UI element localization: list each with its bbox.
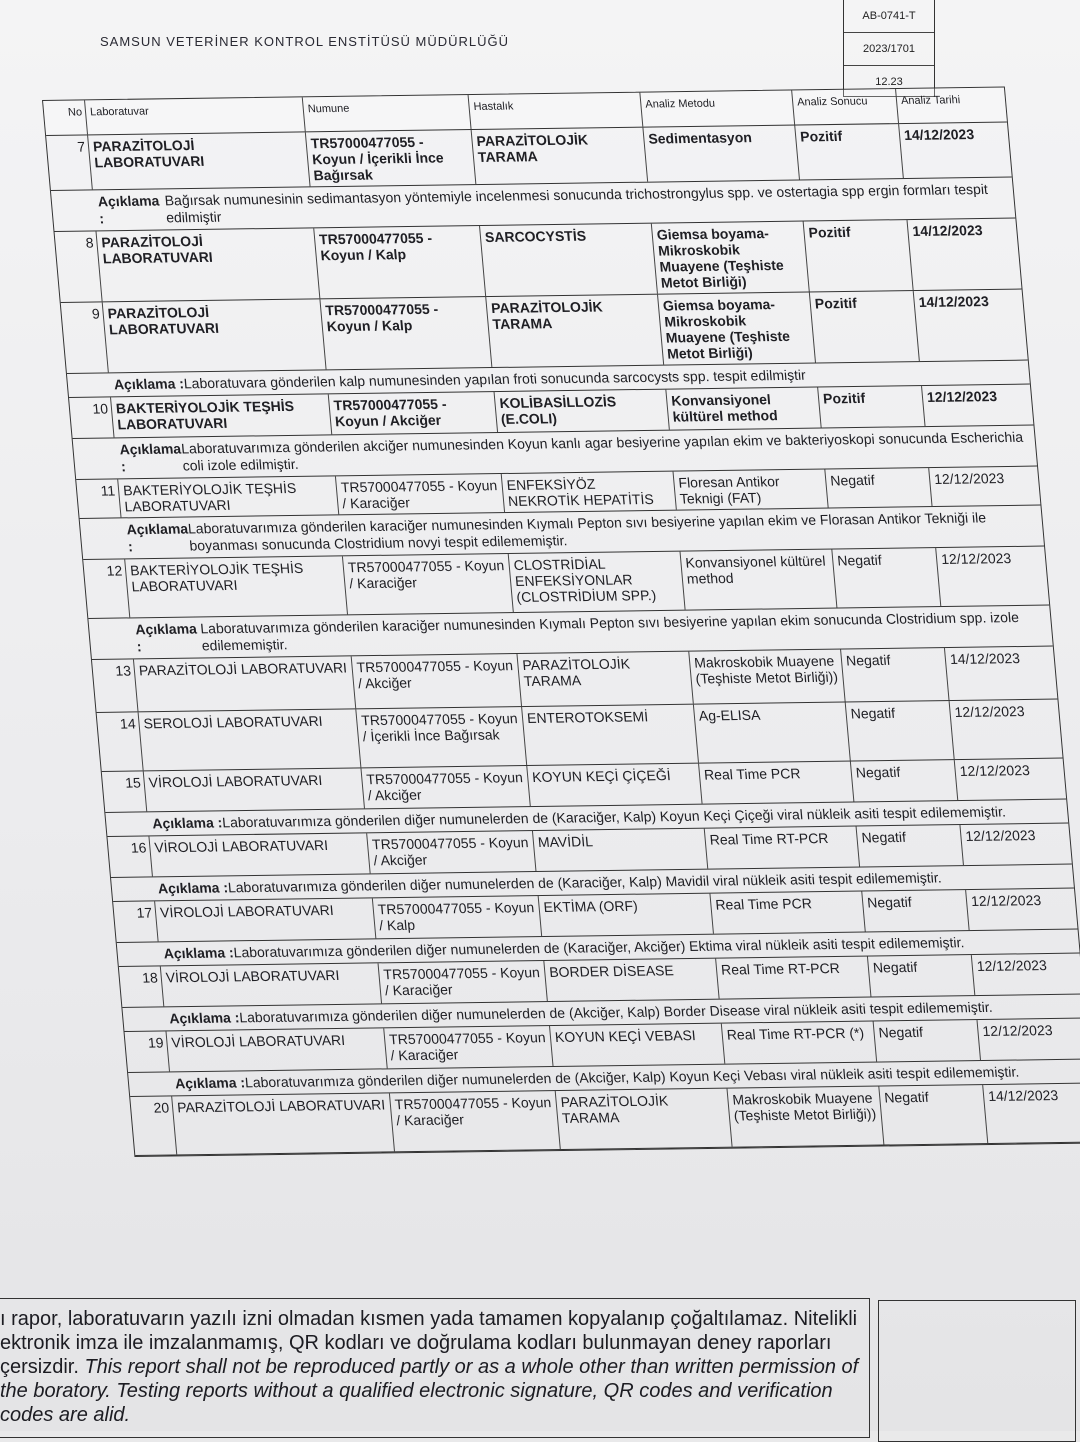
explanation-text: Laboratuvarımıza gönderilen karaciğer numunesinden Kıymalı Pepton sıvı besiyerine yapılan ekim sonucunda Clostridium spp. izole edilememiştir. <box>199 608 1020 654</box>
row-sample: TR57000477055 - Koyun / Akciğer <box>329 392 498 434</box>
row-sample: TR57000477055 - Koyun / Karaciğer <box>379 961 548 1003</box>
row-result: Negatif <box>832 548 941 607</box>
row-laboratory: BAKTERİYOLOJİK TEŞHİS LABORATUVARI <box>118 476 339 517</box>
row-result: Negatif <box>879 1085 988 1144</box>
table-row <box>61 290 1028 374</box>
row-laboratory: PARAZİTOLOJİ LABORATUVARI <box>103 299 327 372</box>
row-disease: EKTİMA (ORF) <box>539 894 714 936</box>
row-disease: SARCOCYSTİS <box>480 224 658 296</box>
row-sample: TR57000477055 - Koyun / İçerikli İnce Bağırsak <box>356 707 527 767</box>
row-disease: MAVİDİL <box>533 829 708 871</box>
row-date: 12/12/2023 <box>976 957 1048 975</box>
explanation-text: Laboratuvarımıza gönderilen akciğer numunesinden Koyun kanlı agar besiyerine yapılan ekim ve bakteriyoskopi sonucunda Escherichia coli izole edilmiştir. <box>180 428 1024 474</box>
row-sample: TR57000477055 - Koyun / Kalp <box>314 226 486 298</box>
row-laboratory: VİROLOJİ LABORATUVARI <box>149 833 370 876</box>
explanation-text: Laboratuvarımıza gönderilen diğer numunelerden de (Karaciğer, Akciğer) Ektima viral nükleik asiti tespit edilememiştir. <box>232 934 965 961</box>
row-number: 15 <box>102 771 147 812</box>
row-result: Negatif <box>841 648 949 701</box>
row-laboratory: BAKTERİYOLOJİK TEŞHİS LABORATUVARI <box>125 556 348 617</box>
header-method: Analiz Metodu <box>640 91 795 127</box>
explanation-label: Açıklama : <box>151 814 223 832</box>
row-method: Konvansiyonel kültürel method <box>681 550 838 610</box>
row-method: Real Time RT-PCR <box>705 827 860 869</box>
report-period: 12.23 <box>875 76 903 88</box>
row-date: 14/12/2023 <box>903 126 975 144</box>
row-number: 16 <box>107 836 152 877</box>
table-row <box>55 219 1022 303</box>
disclaimer-english: This report shall not be reproduced partly or as a whole other than written permission of the boratory. Testing reports without a qualified electronic signature, QR codes and verification codes are alid. <box>0 1356 859 1426</box>
row-method: Real Time PCR <box>710 892 865 934</box>
row-disease: PARAZİTOLOJİK TARAMA <box>556 1089 733 1149</box>
row-date: 12/12/2023 <box>959 762 1031 780</box>
row-result: Pozitif <box>818 386 925 427</box>
form-code: AB-0741-T <box>844 0 934 33</box>
table-body <box>46 123 1080 1156</box>
table-row <box>130 1084 1080 1156</box>
row-laboratory: BAKTERİYOLOJİK TEŞHİS LABORATUVARI <box>111 394 332 437</box>
explanation-text: Laboratuvarımıza gönderilen diğer numunelerden de (Akciğer, Kalp) Koyun Keçi Vebası viral nükleik asiti tespit edilememiştir. <box>244 1063 1020 1091</box>
row-method: Real Time PCR <box>699 762 854 804</box>
explanation-label: Açıklama : <box>134 620 198 655</box>
row-result: Negatif <box>868 955 975 996</box>
row-method: Makroskobik Muayene (Teşhiste Metot Birliği)) <box>727 1087 884 1147</box>
row-sample: TR57000477055 - Koyun / Karaciğer <box>384 1026 553 1068</box>
row-number: 14 <box>97 712 144 771</box>
row-laboratory: VİROLOJİ LABORATUVARI <box>161 963 382 1006</box>
row-date: 12/12/2023 <box>964 827 1037 845</box>
row-date: 14/12/2023 <box>911 222 984 240</box>
explanation-label: Açıklama : <box>157 879 229 897</box>
explanation-text: Laboratuvarımıza gönderilen diğer numunelerden de (Akciğer, Kalp) Border Disease viral nükleik asiti tespit edilememiştir. <box>238 998 994 1026</box>
disclaimer-box <box>0 1298 870 1438</box>
row-laboratory: VİROLOJİ LABORATUVARI <box>155 898 376 941</box>
row-date: 14/12/2023 <box>987 1087 1059 1105</box>
row-disease: KOYUN KEÇİ VEBASI <box>550 1024 725 1066</box>
row-result: Pozitif <box>810 291 920 362</box>
disclaimer-turkish: ı rapor, laboratuvarın yazılı izni olmadan kısmen yada tamamen kopyalanıp çoğaltılamaz. Nitelikli ektronik imza ile imzalanmamış, QR kodları ve doğrulama kodları bulunmayan deney raporları çersizdir. <box>0 1308 858 1378</box>
row-method: Giemsa boyama-Mikroskobik Muayene (Teşhiste Metot Birliği) <box>658 293 816 365</box>
row-date: 14/12/2023 <box>949 650 1021 668</box>
row-laboratory: VİROLOJİ LABORATUVARI <box>166 1028 387 1071</box>
row-method: Konvansiyonel kültürel method <box>666 388 821 430</box>
row-method: Floresan Antikor Teknigi (FAT) <box>674 470 829 510</box>
row-number: 20 <box>130 1096 177 1155</box>
row-sample: TR57000477055 - Koyun / Akciğer <box>361 766 530 808</box>
row-result: Negatif <box>846 701 955 760</box>
explanation-label: Açıklama : <box>162 944 235 962</box>
row-result: Negatif <box>862 890 969 931</box>
row-number: 11 <box>76 479 121 518</box>
row-disease: PARAZİTOLOJİK TARAMA <box>517 652 693 706</box>
row-disease: BORDER DİSEASE <box>544 959 719 1001</box>
explanation-label: Açıklama : <box>97 192 160 227</box>
header-disease: Hastalık <box>469 93 644 129</box>
row-method: Real Time RT-PCR (*) <box>722 1022 877 1064</box>
row-laboratory: PARAZİTOLOJİ LABORATUVARI <box>88 132 310 189</box>
row-result: Pozitif <box>795 124 904 179</box>
row-disease: CLOSTRİDİAL ENFEKSİYONLAR (CLOSTRİDİUM SPP.) <box>509 552 686 612</box>
row-date: 12/12/2023 <box>953 703 1026 721</box>
row-sample: TR57000477055 - Koyun / Karaciğer <box>343 554 514 614</box>
row-disease: PARAZİTOLOJİK TARAMA <box>486 295 664 367</box>
header-result: Analiz Sonucu <box>792 89 899 124</box>
row-sample: TR57000477055 - Koyun / Karaciğer <box>390 1091 561 1151</box>
document-code-box <box>843 0 935 97</box>
row-date: 12/12/2023 <box>926 388 998 406</box>
explanation-label: Açıklama : <box>113 375 185 393</box>
row-date: 12/12/2023 <box>933 470 1005 488</box>
row-method: Sedimentasyon <box>643 126 800 182</box>
row-method: Giemsa boyama-Mikroskobik Muayene (Teşhiste Metot Birliği) <box>652 222 810 294</box>
row-disease: KOLİBASİLLOZİS (E.COLI) <box>495 390 670 432</box>
row-result: Pozitif <box>804 220 914 291</box>
row-sample: TR57000477055 - Koyun / Akciğer <box>367 831 536 873</box>
row-sample: TR57000477055 - Koyun / Kalp <box>373 896 542 938</box>
header-date: Analiz Tarihi <box>900 94 961 108</box>
explanation-text: Bağırsak numunesinin sedimantasyon yöntemiyle incelenmesi sonucunda trichostrongylus spp. ve ostertagia spp ergin formları tespit edilmiştir <box>163 180 989 226</box>
row-disease: ENFEKSİYÖZ NEKROTİK HEPATİTİS <box>502 472 677 512</box>
row-date: 12/12/2023 <box>940 550 1012 568</box>
explanation-text: Laboratuvarımıza gönderilen karaciğer numunesinden Kıymalı Pepton sıvı besiyerine yapılan ekim ve Florasan Antikor Tekniği ile boyanması sonucunda Clostridium novyi tespit edilememiştir. <box>187 509 987 554</box>
header-sample: Numune <box>303 95 472 131</box>
row-laboratory: PARAZİTOLOJİ LABORATUVARI <box>134 656 356 711</box>
header-laboratory: Laboratuvar <box>85 97 306 134</box>
row-number: 7 <box>46 135 93 190</box>
row-result: Negatif <box>874 1020 981 1061</box>
row-number: 17 <box>113 901 158 942</box>
explanation-label: Açıklama : <box>168 1009 241 1027</box>
header-no: No <box>43 100 88 135</box>
row-sample: TR57000477055 - Koyun / Akciğer <box>352 654 522 708</box>
row-laboratory: PARAZİTOLOJİ LABORATUVARI <box>172 1093 395 1154</box>
row-laboratory: PARAZİTOLOJİ LABORATUVARI <box>96 228 320 301</box>
row-disease: PARAZİTOLOJİK TARAMA <box>472 128 649 184</box>
row-number: 8 <box>55 231 103 302</box>
row-sample: TR57000477055 - Koyun / Kalp <box>320 297 492 369</box>
row-method: Makroskobik Muayene (Teşhiste Metot Birliği)) <box>689 650 845 704</box>
explanation-label: Açıklama : <box>118 440 182 475</box>
row-date: 14/12/2023 <box>917 293 990 311</box>
row-number: 12 <box>83 559 130 618</box>
row-result: Negatif <box>825 468 932 507</box>
explanation-label: Açıklama : <box>125 520 189 555</box>
organization-title: SAMSUN VETERİNER KONTROL ENSTİTÜSÜ MÜDÜRLÜĞÜ <box>100 34 509 49</box>
results-table <box>42 87 1080 1157</box>
row-number: 9 <box>61 302 109 373</box>
row-disease: ENTEROTOKSEMİ <box>522 705 699 765</box>
row-result: Negatif <box>851 760 958 801</box>
row-result: Negatif <box>857 825 964 866</box>
report-number: 2023/1701 <box>844 33 934 66</box>
row-number: 18 <box>119 966 164 1007</box>
row-sample: TR57000477055 - Koyun / Karaciğer <box>336 474 505 514</box>
row-number: 19 <box>125 1031 170 1072</box>
row-number: 10 <box>69 397 114 438</box>
explanation-text: Laboratuvarımıza gönderilen diğer numunelerden de (Karaciğer, Kalp) Koyun Keçi Çiçeği viral nükleik asiti tespit edilememiştir. <box>221 803 1007 831</box>
row-laboratory: SEROLOJİ LABORATUVARI <box>139 709 362 770</box>
row-number: 13 <box>92 659 138 712</box>
explanation-text: Laboratuvara gönderilen kalp numunesinden yapılan froti sonucunda sarcocysts spp. tespit edilmiştir <box>183 366 807 392</box>
signature-box <box>878 1300 1076 1442</box>
explanation-label: Açıklama : <box>174 1074 246 1092</box>
row-date: 12/12/2023 <box>970 892 1042 910</box>
row-method: Ag-ELISA <box>694 703 851 763</box>
row-disease: KOYUN KEÇİ ÇİÇEĞİ <box>527 764 702 806</box>
row-method: Real Time RT-PCR <box>716 957 871 999</box>
explanation-text: Laboratuvarımıza gönderilen diğer numunelerden de (Karaciğer, Kalp) Mavidil viral nükleik asiti tespit edilememiştir. <box>227 869 943 896</box>
row-sample: TR57000477055 - Koyun / İçerikli İnce Bağırsak <box>306 130 477 186</box>
row-date: 12/12/2023 <box>981 1022 1054 1040</box>
row-laboratory: VİROLOJİ LABORATUVARI <box>144 768 365 811</box>
